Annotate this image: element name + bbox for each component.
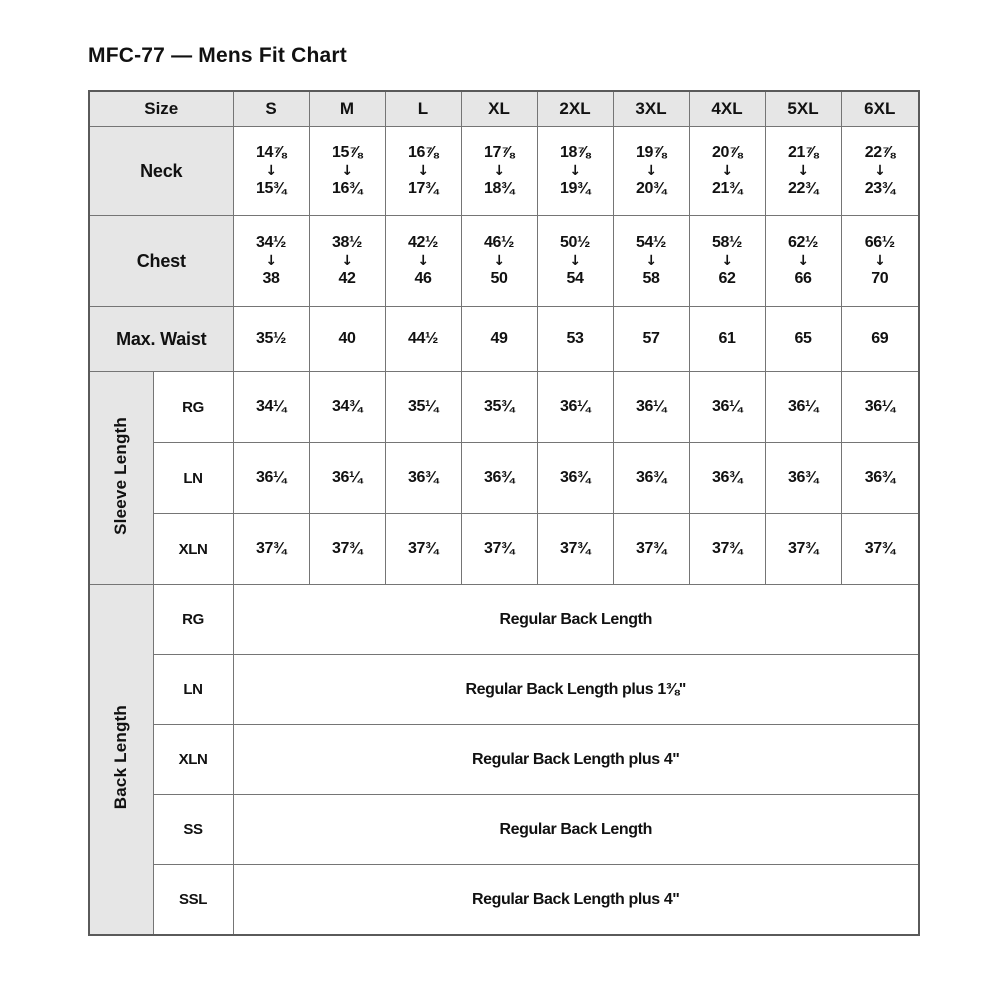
sleeve-xln-cell: 37¾ xyxy=(385,514,461,585)
down-arrow-icon: ↓ xyxy=(417,162,429,179)
back-ss-label: SS xyxy=(153,795,233,865)
back-ln-value: Regular Back Length plus 1⅜" xyxy=(233,655,919,725)
back-ln-label: LN xyxy=(153,655,233,725)
down-arrow-icon: ↓ xyxy=(645,162,657,179)
sleeve-rg-row xyxy=(89,372,919,443)
sleeve-rg-cell: 34¼ xyxy=(233,372,309,443)
chest-range-cell: 54½ ↓ 58 xyxy=(613,216,689,307)
size-header-cell: Size xyxy=(89,91,233,127)
chest-range-cell: 34½ ↓ 38 xyxy=(233,216,309,307)
sleeve-xln-cell: 37¾ xyxy=(461,514,537,585)
neck-range-cell: 21⅞ ↓ 22¾ xyxy=(765,127,841,216)
chest-range-cell: 38½ ↓ 42 xyxy=(309,216,385,307)
sleeve-rg-label: RG xyxy=(153,372,233,443)
sleeve-xln-row xyxy=(89,514,919,585)
down-arrow-icon: ↓ xyxy=(417,252,429,269)
header-row xyxy=(89,91,919,127)
down-arrow-icon: ↓ xyxy=(341,162,353,179)
sleeve-ln-cell: 36¾ xyxy=(689,443,765,514)
sleeve-ln-cell: 36¾ xyxy=(765,443,841,514)
back-length-section-label: Back Length xyxy=(111,704,131,810)
size-col-header: 6XL xyxy=(841,91,919,127)
sleeve-xln-cell: 37¾ xyxy=(613,514,689,585)
down-arrow-icon: ↓ xyxy=(721,252,733,269)
size-col-header: 4XL xyxy=(689,91,765,127)
back-rg-label: RG xyxy=(153,585,233,655)
neck-range-cell: 22⅞ ↓ 23¾ xyxy=(841,127,919,216)
size-col-header: 5XL xyxy=(765,91,841,127)
sleeve-ln-label: LN xyxy=(153,443,233,514)
back-length-section-label-cell xyxy=(89,585,153,936)
down-arrow-icon: ↓ xyxy=(265,252,277,269)
down-arrow-icon: ↓ xyxy=(569,162,581,179)
chest-range-cell: 66½ ↓ 70 xyxy=(841,216,919,307)
neck-range-cell: 16⅞ ↓ 17¾ xyxy=(385,127,461,216)
down-arrow-icon: ↓ xyxy=(721,162,733,179)
sleeve-ln-cell: 36¼ xyxy=(309,443,385,514)
back-rg-row xyxy=(89,585,919,655)
page-title: MFC-77 — Mens Fit Chart xyxy=(88,44,347,67)
sleeve-rg-cell: 36¼ xyxy=(537,372,613,443)
mens-fit-chart-table xyxy=(88,90,920,936)
sleeve-xln-cell: 37¾ xyxy=(537,514,613,585)
sleeve-ln-cell: 36¾ xyxy=(613,443,689,514)
sleeve-ln-cell: 36¼ xyxy=(233,443,309,514)
back-ssl-label: SSL xyxy=(153,865,233,936)
max-waist-cell: 40 xyxy=(309,307,385,372)
back-ln-row xyxy=(89,655,919,725)
down-arrow-icon: ↓ xyxy=(797,162,809,179)
chest-range-cell: 42½ ↓ 46 xyxy=(385,216,461,307)
size-col-header: XL xyxy=(461,91,537,127)
neck-range-cell: 17⅞ ↓ 18¾ xyxy=(461,127,537,216)
max-waist-cell: 53 xyxy=(537,307,613,372)
sleeve-xln-cell: 37¾ xyxy=(309,514,385,585)
max-waist-cell: 35½ xyxy=(233,307,309,372)
sleeve-ln-cell: 36¾ xyxy=(537,443,613,514)
chest-row xyxy=(89,216,919,307)
neck-range-cell: 19⅞ ↓ 20¾ xyxy=(613,127,689,216)
sleeve-rg-cell: 34¾ xyxy=(309,372,385,443)
sleeve-length-section-label: Sleeve Length xyxy=(111,416,131,535)
sleeve-xln-cell: 37¾ xyxy=(689,514,765,585)
neck-row xyxy=(89,127,919,216)
chest-range-cell: 50½ ↓ 54 xyxy=(537,216,613,307)
back-xln-row xyxy=(89,725,919,795)
down-arrow-icon: ↓ xyxy=(569,252,581,269)
size-col-header: 2XL xyxy=(537,91,613,127)
max-waist-cell: 44½ xyxy=(385,307,461,372)
neck-row-label: Neck xyxy=(89,127,233,216)
sleeve-xln-label: XLN xyxy=(153,514,233,585)
back-ssl-value: Regular Back Length plus 4" xyxy=(233,865,919,936)
sleeve-ln-cell: 36¾ xyxy=(385,443,461,514)
neck-range-cell: 15⅞ ↓ 16¾ xyxy=(309,127,385,216)
sleeve-xln-cell: 37¾ xyxy=(233,514,309,585)
chest-range-cell: 62½ ↓ 66 xyxy=(765,216,841,307)
down-arrow-icon: ↓ xyxy=(797,252,809,269)
neck-range-cell: 18⅞ ↓ 19¾ xyxy=(537,127,613,216)
sleeve-ln-cell: 36¾ xyxy=(841,443,919,514)
down-arrow-icon: ↓ xyxy=(493,162,505,179)
max-waist-row-label: Max. Waist xyxy=(89,307,233,372)
back-rg-value: Regular Back Length xyxy=(233,585,919,655)
sleeve-rg-cell: 35¾ xyxy=(461,372,537,443)
down-arrow-icon: ↓ xyxy=(874,162,886,179)
back-ss-row xyxy=(89,795,919,865)
size-col-header: 3XL xyxy=(613,91,689,127)
chest-range-cell: 58½ ↓ 62 xyxy=(689,216,765,307)
max-waist-cell: 57 xyxy=(613,307,689,372)
sleeve-xln-cell: 37¾ xyxy=(765,514,841,585)
sleeve-rg-cell: 36¼ xyxy=(613,372,689,443)
down-arrow-icon: ↓ xyxy=(265,162,277,179)
back-ss-value: Regular Back Length xyxy=(233,795,919,865)
sleeve-length-section-label-cell xyxy=(89,372,153,585)
neck-range-cell: 14⅞ ↓ 15¾ xyxy=(233,127,309,216)
back-xln-value: Regular Back Length plus 4" xyxy=(233,725,919,795)
sleeve-rg-cell: 35¼ xyxy=(385,372,461,443)
back-ssl-row xyxy=(89,865,919,936)
sleeve-xln-cell: 37¾ xyxy=(841,514,919,585)
chest-row-label: Chest xyxy=(89,216,233,307)
size-col-header: S xyxy=(233,91,309,127)
down-arrow-icon: ↓ xyxy=(341,252,353,269)
back-xln-label: XLN xyxy=(153,725,233,795)
down-arrow-icon: ↓ xyxy=(874,252,886,269)
max-waist-cell: 65 xyxy=(765,307,841,372)
neck-range-cell: 20⅞ ↓ 21¾ xyxy=(689,127,765,216)
max-waist-cell: 49 xyxy=(461,307,537,372)
max-waist-cell: 69 xyxy=(841,307,919,372)
sleeve-ln-row xyxy=(89,443,919,514)
sleeve-ln-cell: 36¾ xyxy=(461,443,537,514)
sleeve-rg-cell: 36¼ xyxy=(765,372,841,443)
chest-range-cell: 46½ ↓ 50 xyxy=(461,216,537,307)
sleeve-rg-cell: 36¼ xyxy=(689,372,765,443)
max-waist-cell: 61 xyxy=(689,307,765,372)
max-waist-row xyxy=(89,307,919,372)
size-col-header: L xyxy=(385,91,461,127)
down-arrow-icon: ↓ xyxy=(493,252,505,269)
down-arrow-icon: ↓ xyxy=(645,252,657,269)
size-col-header: M xyxy=(309,91,385,127)
sleeve-rg-cell: 36¼ xyxy=(841,372,919,443)
